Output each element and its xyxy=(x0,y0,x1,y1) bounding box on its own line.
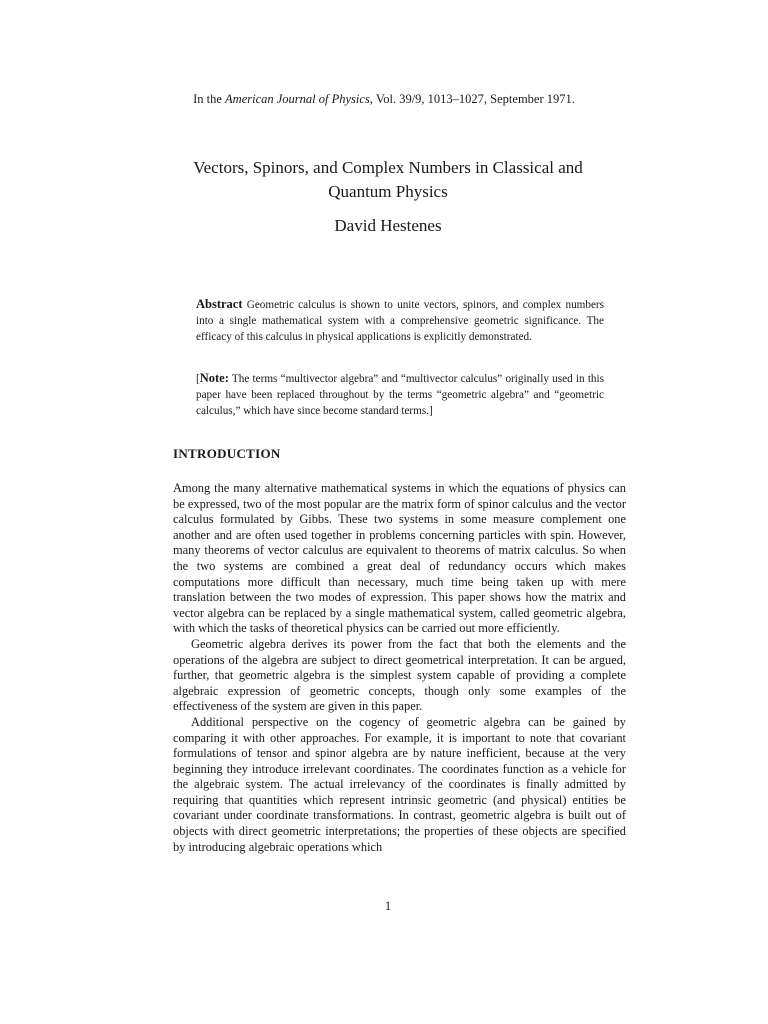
journal-name: American Journal of Physics xyxy=(225,92,370,106)
paragraph: Geometric algebra derives its power from the fact that both the elements and the operations of the algebra are subject to direct geometrical interpretation. It can be argued, further, that geometric algebra is the simplest system capable of providing a complete algebraic expression of geometric concepts, though only some examples of the effectiveness of the system are given in this paper. xyxy=(173,636,626,714)
citation-prefix: In the xyxy=(193,92,226,106)
section-heading: INTRODUCTION xyxy=(173,446,281,461)
author-name: David Hestenes xyxy=(334,216,442,235)
page-number: 1 xyxy=(384,899,392,913)
paper-title: Vectors, Spinors, and Complex Numbers in Classical and Quantum Physics xyxy=(193,158,583,201)
note-label: Note: xyxy=(199,371,229,385)
body-text xyxy=(173,481,626,855)
paragraph: Among the many alternative mathematical systems in which the equations of physics can be expressed, two of the most popular are the matrix form of spinor calculus and the vector calculus formulated by Gibbs. These two systems in some measure complement one another and are often used together in problems concerning particles with spin. However, many theorems of vector calculus are equivalent to theorems of matrix calculus. So when the two systems are combined a great deal of redundancy occurs which makes computations more difficult than necessary, much time being taken up with mere translation between the two modes of expression. This paper shows how the matrix and vector algebra can be replaced by a single mathematical system, called geometric algebra, with which the tasks of theoretical physics can be carried out more efficiently. xyxy=(173,481,626,636)
paragraph: Additional perspective on the cogency of geometric algebra can be gained by comparing it with other approaches. For example, it is important to note that covariant formulations of tensor and spinor algebra are by nature inefficient, because at the very beginning they introduce irrelevant coordinates. The coordinates function as a vehicle for the algebraic system. The actual irrelevancy of the coordinates is finally admitted by requiring that quantities which represent intrinsic geometric (and physical) entities be covariant under coordinate transformations. In contrast, geometric algebra is built out of objects with direct geometric interpretations; the properties of these objects are specified by introducing algebraic operations which xyxy=(173,714,626,854)
abstract-block xyxy=(196,296,604,345)
journal-citation xyxy=(0,92,768,107)
abstract-label: Abstract xyxy=(196,297,243,311)
citation-suffix: , Vol. 39/9, 1013–1027, September 1971. xyxy=(369,92,575,106)
note-open-bracket: [ xyxy=(196,373,200,385)
abstract-text: Geometric calculus is shown to unite vectors, spinors, and complex numbers into a single mathematical system with a comprehensive geometric significance. The efficacy of this calculus in physical applications is explicitly demonstrated. xyxy=(196,299,605,343)
note-text: The terms “multivector algebra” and “multivector calculus” originally used in this paper have been replaced throughout by the terms “geometric algebra” and “geometric calculus,” which have since become standard terms.] xyxy=(196,373,604,417)
note-block xyxy=(196,370,604,419)
